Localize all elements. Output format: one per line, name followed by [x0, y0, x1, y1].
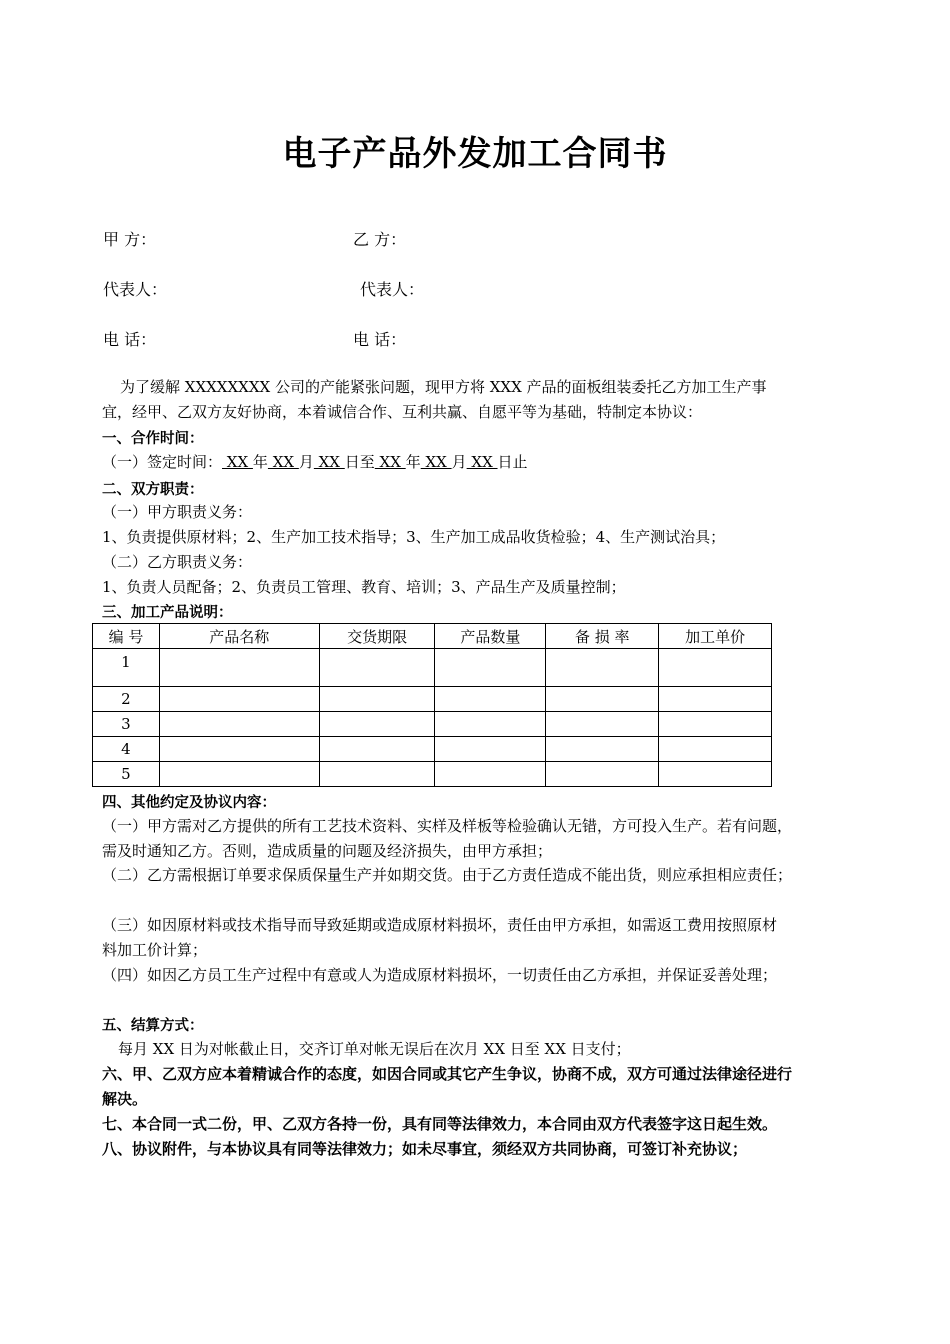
row-number: 5 [93, 762, 160, 787]
clause-4-3-line-1: （三）如因原材料或技术指导而导致延期或造成原材料损坏，责任由甲方承担，如需返工费用按照原材 [102, 916, 778, 934]
product-name-cell [159, 737, 319, 762]
unit-price-cell [659, 649, 772, 687]
end-year-blank: XX [374, 453, 406, 471]
delivery-cell [319, 649, 435, 687]
representative-a-label: 代表人： [103, 280, 168, 299]
delivery-cell [319, 687, 435, 712]
section4-heading: 四、其他约定及协议内容： [102, 795, 276, 811]
party-b-duties-title: （二）乙方职责义务： [102, 553, 253, 571]
spare-rate-cell [546, 712, 659, 737]
column-header-number: 编 号 [93, 624, 160, 649]
column-header-product-name: 产品名称 [159, 624, 319, 649]
section5-heading: 五、结算方式： [102, 1018, 204, 1034]
day-end-label: 日止 [497, 453, 528, 471]
section8-text: 八、协议附件，与本协议具有同等法律效力；如未尽事宜，须经双方共同协商，可签订补充协议； [102, 1140, 748, 1158]
clause-4-4: （四）如因乙方员工生产过程中有意或人为造成原材料损坏，一切责任由乙方承担，并保证妥善处理； [102, 966, 778, 984]
column-header-quantity: 产品数量 [435, 624, 546, 649]
end-month-blank: XX [420, 453, 452, 471]
start-month-blank: XX [267, 453, 299, 471]
day-to-label: 日至 [344, 453, 375, 471]
quantity-cell [435, 712, 546, 737]
start-year-blank: XX [222, 453, 253, 471]
table-row [93, 649, 772, 687]
table-header-row [93, 624, 772, 649]
spare-rate-cell [546, 687, 659, 712]
signing-time-line [102, 451, 528, 472]
unit-price-cell [659, 762, 772, 787]
section1-heading: 一、合作时间： [102, 431, 204, 447]
table-row [93, 687, 772, 712]
party-b-duties-items: 1、负责人员配备；2、负责员工管理、教育、培训；3、产品生产及质量控制； [102, 578, 626, 596]
section3-heading: 三、加工产品说明： [102, 605, 233, 621]
document-title: 电子产品外发加工合同书 [282, 134, 668, 174]
row-number: 4 [93, 737, 160, 762]
section6-line-1: 六、甲、乙双方应本着精诚合作的态度，如因合同或其它产生争议，协商不成，双方可通过法律途径进行 [102, 1065, 793, 1083]
unit-price-cell [659, 712, 772, 737]
intro-line-2: 宜，经甲、乙双方友好协商，本着诚信合作、互利共赢、自愿平等为基础，特制定本协议： [102, 403, 703, 421]
intro-line-1: 为了缓解 XXXXXXXX 公司的产能紧张问题，现甲方将 XXX 产品的面板组装委托乙方加工生产事 [120, 378, 767, 396]
quantity-cell [435, 737, 546, 762]
party-a-duties-title: （一）甲方职责义务： [102, 503, 253, 521]
table-row [93, 712, 772, 737]
product-name-cell [159, 712, 319, 737]
delivery-cell [319, 762, 435, 787]
signing-time-prefix: （一）签定时间： [102, 453, 223, 471]
phone-a-label: 电 话： [103, 330, 157, 349]
settlement-text: 每月 XX 日为对帐截止日，交齐订单对帐无误后在次月 XX 日至 XX 日支付； [118, 1040, 631, 1058]
quantity-cell [435, 762, 546, 787]
spare-rate-cell [546, 737, 659, 762]
table-row [93, 737, 772, 762]
representative-b-label: 代表人： [360, 280, 425, 299]
spare-rate-cell [546, 762, 659, 787]
phone-b-label: 电 话： [353, 330, 407, 349]
product-name-cell [159, 762, 319, 787]
unit-price-cell [659, 737, 772, 762]
year-label: 年 [252, 453, 268, 471]
row-number: 1 [93, 649, 160, 687]
table-row [93, 762, 772, 787]
quantity-cell [435, 687, 546, 712]
party-a-label: 甲 方： [103, 230, 157, 249]
section6-line-2: 解决。 [102, 1090, 148, 1108]
party-b-label: 乙 方： [353, 230, 407, 249]
end-day-blank: XX [466, 453, 498, 471]
clause-4-1-line-1: （一）甲方需对乙方提供的所有工艺技术资料、实样及样板等检验确认无错，方可投入生产。若有问题， [102, 817, 793, 835]
product-name-cell [159, 687, 319, 712]
delivery-cell [319, 712, 435, 737]
column-header-unit-price: 加工单价 [659, 624, 772, 649]
section2-heading: 二、双方职责： [102, 482, 204, 498]
quantity-cell [435, 649, 546, 687]
party-a-duties-items: 1、负责提供原材料；2、生产加工技术指导；3、生产加工成品收货检验；4、生产测试治具； [102, 528, 726, 546]
clause-4-2: （二）乙方需根据订单要求保质保量生产并如期交货。由于乙方责任造成不能出货，则应承担相应责任； [102, 866, 793, 884]
product-table [92, 623, 772, 787]
clause-4-1-line-2: 需及时通知乙方。否则，造成质量的问题及经济损失，由甲方承担； [102, 842, 553, 860]
delivery-cell [319, 737, 435, 762]
section7-text: 七、本合同一式二份，甲、乙双方各持一份，具有同等法律效力，本合同由双方代表签字这日起生效。 [102, 1115, 778, 1133]
month-label: 月 [298, 453, 314, 471]
month-label-2: 月 [451, 453, 467, 471]
column-header-spare-rate: 备 损 率 [546, 624, 659, 649]
product-name-cell [159, 649, 319, 687]
spare-rate-cell [546, 649, 659, 687]
column-header-delivery-deadline: 交货期限 [319, 624, 435, 649]
row-number: 3 [93, 712, 160, 737]
unit-price-cell [659, 687, 772, 712]
clause-4-3-line-2: 料加工价计算； [102, 941, 208, 959]
start-day-blank: XX [313, 453, 345, 471]
row-number: 2 [93, 687, 160, 712]
year-label-2: 年 [405, 453, 421, 471]
